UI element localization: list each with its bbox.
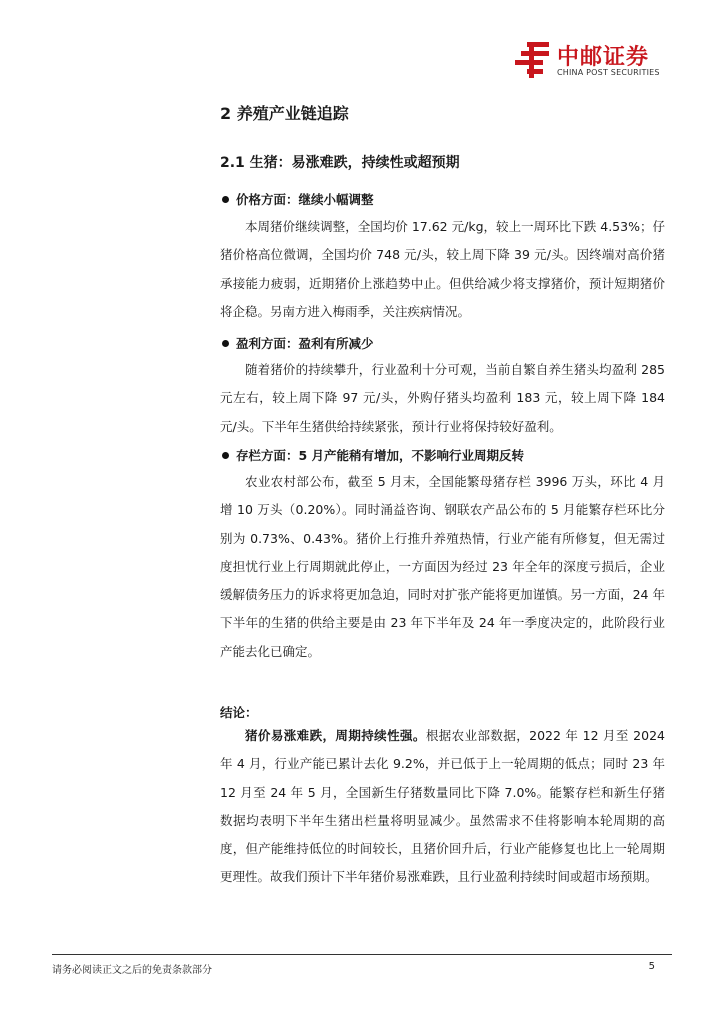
bullet-dot-icon — [222, 452, 229, 459]
paragraph-inventory: 农业农村部公布，截至 5 月末，全国能繁母猪存栏 3996 万头，环比 4 月增 10 万头（0.20%）。同时涌益咨询、钢联农产品公布的 5 月能繁存栏环比分别为 0.73%、0.43%。猪价上行推升养殖热情，行业产能有所修复，但无需过度担忧行业上行周期就此停止，一方面因为经过 23 年全年的深度亏损后，企业缓解债务压力的诉求将更加急迫，同时对扩张产能将更加谨慎。另一方面，24 年下半年的生猪的供给主要是由 23 年下半年及 24 年一季度决定的，此阶段行业产能去化已确定。 — [220, 474, 665, 659]
bullet-dot-icon — [222, 340, 229, 347]
paragraph-profit: 随着猪价的持续攀升，行业盈利十分可观，当前自繁自养生猪头均盈利 285 元左右，较上周下降 97 元/头，外购仔猪头均盈利 183 元，较上周下降 184 元/头。下半年生猪供给持续紧张，预计行业将保持较好盈利。 — [220, 362, 665, 434]
conclusion-body: 根据农业部数据，2022 年 12 月至 2024 年 4 月，行业产能已累计去化 9.2%，并已低于上一轮周期的低点；同时 23 年 12 月至 24 年 5 月，全国新生仔猪数量同比下降 7.0%。能繁存栏和新生仔猪数据均表明下半年生猪出栏量将明显减少。虽然需求不佳将影响本轮周期的高度，但产能维持低位的时间较长，且猪价回升后，行业产能修复也比上一轮周期更理性。故我们预计下半年猪价易涨难跌，且行业盈利持续时间或超市场预期。 — [220, 728, 665, 885]
china-post-logo-icon — [513, 40, 553, 80]
conclusion-lead: 猪价易涨难跌，周期持续性强。 — [245, 728, 426, 743]
paragraph-conclusion — [220, 722, 665, 892]
conclusion-label: 结论： — [220, 705, 258, 720]
paragraph-price: 本周猪价继续调整，全国均价 17.62 元/kg，较上一周环比下跌 4.53%；仔猪价格高位微调，全国均价 748 元/头，较上周下降 39 元/头。因终端对高价猪承接能力疲弱，近期猪价上涨趋势中止。但供给减少将支撑猪价，预计短期猪价将企稳。另南方进入梅雨季，关注疾病情况。 — [220, 219, 665, 319]
section-title: 2 养殖产业链追踪 — [220, 104, 349, 123]
bullet-heading-inventory: 存栏方面：5 月产能稍有增加，不影响行业周期反转 — [222, 446, 524, 464]
bullet-heading-price: 价格方面：继续小幅调整 — [222, 190, 374, 208]
brand-logo — [513, 40, 673, 84]
brand-name-cn: 中邮证券 — [557, 45, 650, 70]
footer-divider — [52, 954, 672, 955]
footer-disclaimer: 请务必阅读正文之后的免责条款部分 — [52, 965, 212, 976]
bullet-dot-icon — [222, 196, 229, 203]
bullet-heading-profit: 盈利方面：盈利有所减少 — [222, 334, 374, 352]
page-number: 5 — [648, 961, 655, 972]
subsection-title: 2.1 生猪：易涨难跌，持续性或超预期 — [220, 155, 460, 171]
brand-name-en: CHINA POST SECURITIES — [557, 68, 660, 77]
